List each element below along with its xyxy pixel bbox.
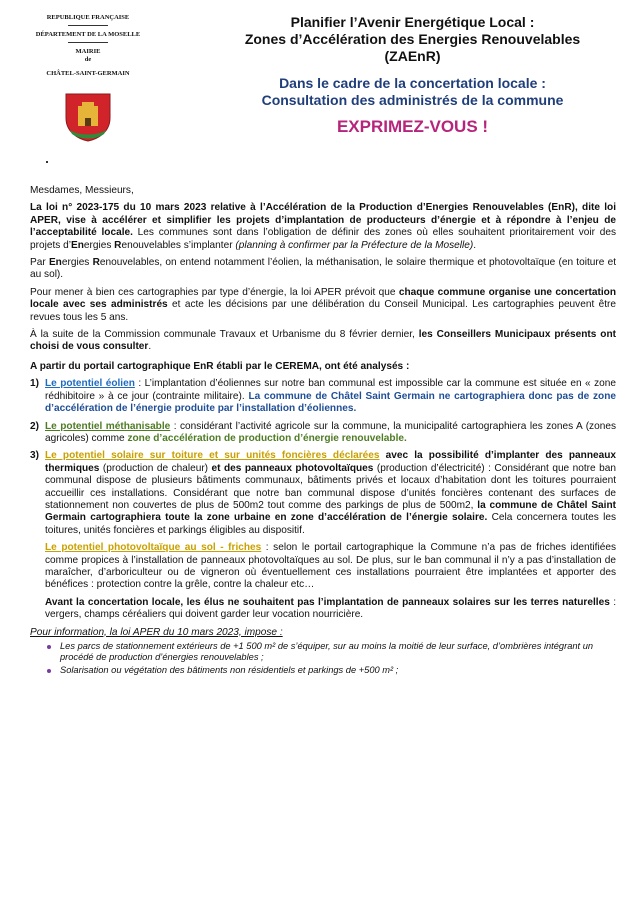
solar-link[interactable]: Le potentiel solaire sur toiture et sur unités foncières déclarées	[45, 450, 380, 462]
bullet-item: Les parcs de stationnement extérieurs de +1 500 m² de s’équiper, sur au moins la moitié de leur surface, d’ombrières intégrant un procédé de production d’énergies renouvelables ;	[30, 641, 616, 663]
paragraph-definition: Par Energies Renouvelables, on entend notamment l’éolien, la méthanisation, le solaire thermique et photovoltaïque (en toiture et au sol).	[30, 257, 617, 281]
municipality-header	[18, 14, 158, 142]
bullet-item: Solarisation ou végétation des bâtiments non résidentiels et parkings de +500 m² ;	[30, 665, 616, 676]
list-item-methane: 2) Le potentiel méthanisable : considérant l’activité agricole sur la commune, la municipalité cartographiera les zones A (zones agricoles) comme zone d’accélération de production d’énergie renouvelable.	[30, 420, 616, 444]
title-line-3: (ZAEnR)	[384, 48, 441, 64]
department-label: DÉPARTEMENT DE LA MOSELLE	[35, 31, 141, 39]
analysis-heading: A partir du portail cartographique EnR établi par le CEREMA, ont été analysés :	[30, 360, 410, 372]
bullet-icon	[47, 669, 51, 673]
divider	[68, 25, 108, 26]
call-to-action: EXPRIMEZ-VOUS !	[336, 117, 489, 136]
coat-of-arms-icon	[64, 92, 112, 142]
title-line-2: Zones d’Accélération des Energies Renouvelables	[244, 31, 581, 47]
document-header	[205, 14, 620, 137]
greeting: Mesdames, Messieurs,	[30, 185, 134, 196]
divider	[68, 42, 108, 43]
list-item-wind: 1) Le potentiel éolien : L’implantation d’éoliennes sur notre ban communal est impossible car la commune est située en « zone rédhibitoire » à ce jour (contrainte militaire). La commune de Châtel Saint Germain ne cartographiera donc pas de zone d’accélération de l’énergie produite par l’installation d’éoliennes.	[30, 378, 617, 415]
commune-name: CHÂTEL-SAINT-GERMAIN	[46, 69, 130, 77]
mairie-label: MAIRIE	[75, 48, 101, 56]
de-label: de	[84, 56, 92, 64]
paragraph-law: La loi n° 2023-175 du 10 mars 2023 relative à l’Accélération de la Production d’Energies Renouvelables (EnR), dite loi APER, vise à accélérer et simplifier les projets d’implantation de producteurs d’énergie et à répondre à l’enjeu de l’acceptabilité locale. Les communes sont dans l’obligation de définir des zones où elles souhaitent prioritairement voir des projets d’Energies Renouvelables s’implanter (planning à confirmer par la Préfecture de la Moselle).	[30, 202, 617, 251]
bullet-icon	[47, 645, 51, 649]
methane-link[interactable]: Le potentiel méthanisable	[45, 420, 171, 432]
paragraph-ground-pv: Le potentiel photovoltaïque au sol - friches : selon le portail cartographique la Commune n’a pas de friches identifiées comme propices à l’installation de panneaux photovoltaïques au sol. De plus, sur le ban communal il n’y a pas d’installation de maraîcher, d’arboriculteur ou de vigneron où éventuellement ces installations pourraient être implantées et apporter des bénéfices : protection contre la grêle, contre la chaleur etc…	[45, 542, 616, 591]
subtitle-line-1: Dans le cadre de la concertation locale :	[279, 75, 546, 91]
paragraph-concertation: Pour mener à bien ces cartographies par type d’énergie, la loi APER prévoit que chaque commune organise une concertation locale avec ses administrés et acte les décisions par une délibération du Conseil Municipal. Les cartographies peuvent être revues tous les 5 ans.	[30, 286, 617, 323]
list-item-solar: 3) Le potentiel solaire sur toiture et sur unités foncières déclarées avec la possibilité d’implanter des panneaux thermiques (production de chaleur) et des panneaux photovoltaïques (production d’électricité) : Considérant que notre ban communal dispose de plusieurs bâtiments communaux, bâtiments privés et locaux d’habitation dont les toitures pourraient accueillir ces installations. Considérant que notre ban communal dispose d’unités foncières contenant des surfaces de stationnement non couvertes de plus de 500m2 tout comme des parkings de plus de 500m2, la commune de Châtel Saint Germain cartographiera toute la zone urbaine en zone d’accélération de l’énergie solaire. Cela concernera toutes les toitures, unités foncières et parkings éligibles au dispositif.	[30, 450, 617, 536]
title-line-1: Planifier l’Avenir Energétique Local :	[290, 14, 535, 30]
republic-label: REPUBLIQUE FRANÇAISE	[46, 14, 130, 21]
wind-link[interactable]: Le potentiel éolien	[45, 378, 135, 390]
paragraph-natural-land: Avant la concertation locale, les élus ne souhaitent pas l’implantation de panneaux solaires sur les terres naturelles : vergers, champs céréaliers qui doivent garder leur vocation nourricière.	[45, 596, 617, 621]
letter-body	[30, 185, 616, 679]
ground-pv-link[interactable]: Le potentiel photovoltaïque au sol - friches	[45, 542, 262, 554]
decorative-dot	[46, 161, 48, 163]
subtitle-line-2: Consultation des administrés de la commune	[261, 92, 564, 108]
info-title: Pour information, la loi APER du 10 mars 2023, impose :	[30, 626, 283, 638]
paragraph-commission: À la suite de la Commission communale Travaux et Urbanisme du 8 février dernier, les Conseillers Municipaux présents ont choisi de vous consulter.	[30, 329, 616, 353]
